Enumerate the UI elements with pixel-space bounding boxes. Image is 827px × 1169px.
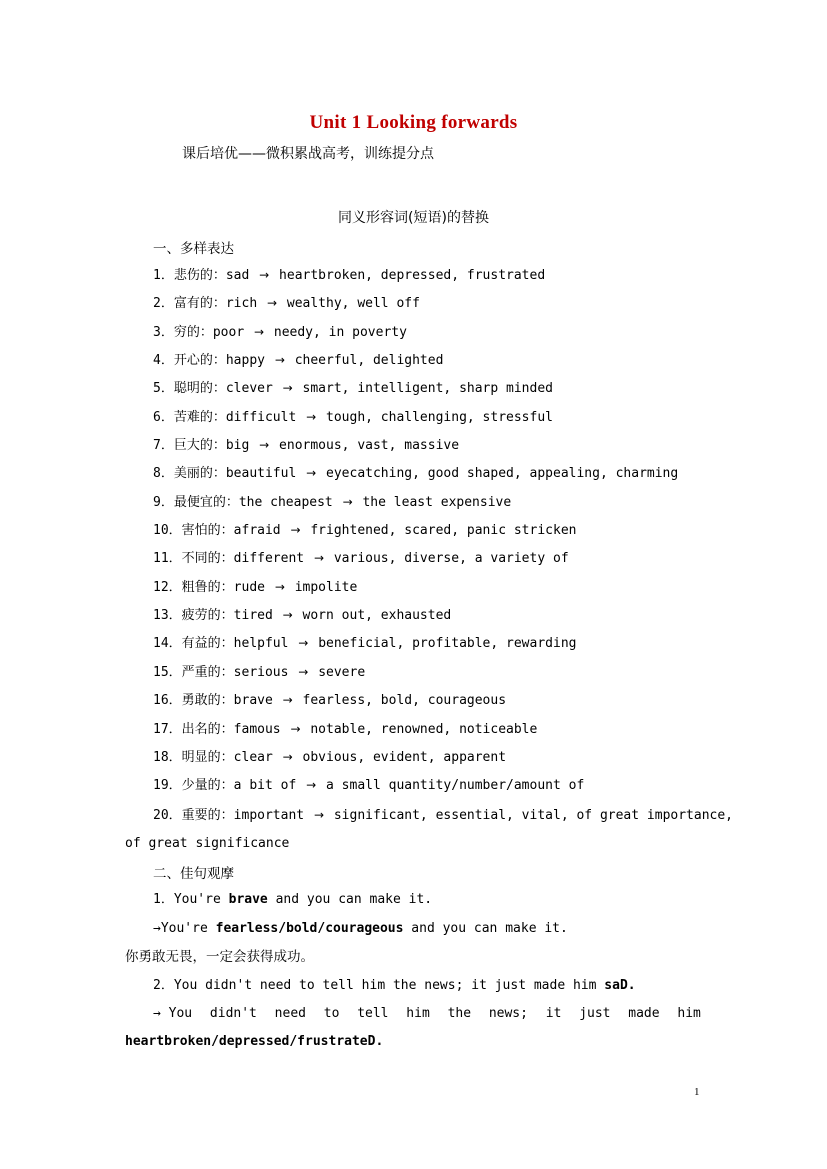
section-title: 同义形容词(短语)的替换 [338, 210, 489, 226]
arrow-icon: → [266, 296, 278, 311]
arrow-icon: → [342, 494, 353, 509]
arrow-icon: → [306, 409, 317, 424]
list-item: 11．不同的：different → various, diverse, a variety of [153, 551, 569, 567]
word: didn't [209, 1006, 257, 1021]
word: news; [488, 1006, 528, 1021]
list-item: 19．少量的：a bit of → a small quantity/number/amount of [153, 778, 585, 794]
word: it [545, 1006, 562, 1021]
example1-translation: 你勇敢无畏，一定会获得成功。 [125, 949, 314, 965]
example2-rewrite [153, 1004, 701, 1024]
list-item: 4．开心的：happy → cheerful, delighted [153, 353, 444, 369]
list-item: 12．粗鲁的：rude → impolite [153, 579, 358, 595]
arrow-icon: → [290, 721, 301, 736]
list-item: 18．明显的：clear → obvious, evident, apparent [153, 749, 507, 765]
list-item: 3．穷的：poor → needy, in poverty [153, 324, 407, 340]
word: need [274, 1006, 306, 1021]
synonym-list [153, 265, 713, 804]
word: tell [357, 1006, 389, 1021]
example1-sentence: 1．You're brave and you can make it. [153, 892, 433, 907]
document-subtitle: 课后培优——微积累战高考，训练提分点 [182, 146, 434, 162]
arrow-icon: → [259, 438, 270, 453]
list-item: 8．美丽的：beautiful → eyecatching, good shaped, appealing, charming [153, 466, 679, 482]
list-item: 5．聪明的：clever → smart, intelligent, sharp minded [153, 381, 553, 397]
list-item: 2．富有的：rich → wealthy, well off [153, 296, 420, 312]
part2-heading: 二、佳句观摩 [153, 866, 234, 882]
arrow-icon: → [313, 808, 325, 822]
document-title: Unit 1 Looking forwards [309, 112, 518, 133]
arrow-icon: → [274, 353, 285, 368]
word: just [579, 1006, 611, 1021]
part1-heading: 一、多样表达 [153, 241, 234, 257]
arrow-icon: → [259, 268, 270, 282]
arrow-icon: → [282, 608, 293, 623]
arrow-icon: → [282, 381, 293, 396]
arrow-icon: → [313, 551, 325, 566]
page-number: 1 [694, 1086, 700, 1098]
list-item: 10．害怕的：afraid → frightened, scared, panic stricken [153, 523, 577, 539]
word: made [628, 1006, 660, 1021]
list-item: 16．勇敢的：brave → fearless, bold, courageous [153, 693, 507, 709]
arrow-icon: → [306, 466, 317, 481]
arrow-icon: → [306, 778, 317, 793]
list-item-20: 20．重要的：important → significant, essential, vital, of great importance, [153, 808, 734, 823]
list-item: 1．悲伤的：sad → heartbroken, depressed, frustrated [153, 268, 546, 283]
list-item: 15．严重的：serious → severe [153, 664, 366, 680]
arrow-icon: → [298, 664, 309, 679]
arrow-icon: → [253, 324, 265, 339]
example2-rewrite-continuation: heartbroken/depressed/frustrateD. [125, 1034, 384, 1049]
arrow-icon: → [282, 749, 293, 764]
arrow-icon: → [282, 693, 293, 708]
arrow-icon: → [298, 636, 309, 651]
list-item-20-continuation: of great significance [125, 836, 290, 851]
word: to [323, 1006, 340, 1021]
word: → You [153, 1006, 193, 1021]
arrow-icon: → [290, 523, 301, 538]
list-item: 14．有益的：helpful → beneficial, profitable, rewarding [153, 636, 577, 652]
word: him [677, 1006, 701, 1021]
word: him [406, 1006, 430, 1021]
list-item: 9．最便宜的：the cheapest → the least expensive [153, 494, 512, 510]
example2-sentence: 2．You didn't need to tell him the news; it just made him saD. [153, 978, 636, 993]
list-item: 6．苦难的：difficult → tough, challenging, stressful [153, 409, 553, 425]
list-item: 17．出名的：famous → notable, renowned, noticeable [153, 721, 538, 737]
example1-rewrite: →You're fearless/bold/courageous and you can make it. [153, 921, 568, 936]
list-item: 7．巨大的：big → enormous, vast, massive [153, 438, 460, 454]
arrow-icon: → [274, 579, 285, 594]
word: the [447, 1006, 472, 1021]
list-item: 13．疲劳的：tired → worn out, exhausted [153, 608, 452, 624]
